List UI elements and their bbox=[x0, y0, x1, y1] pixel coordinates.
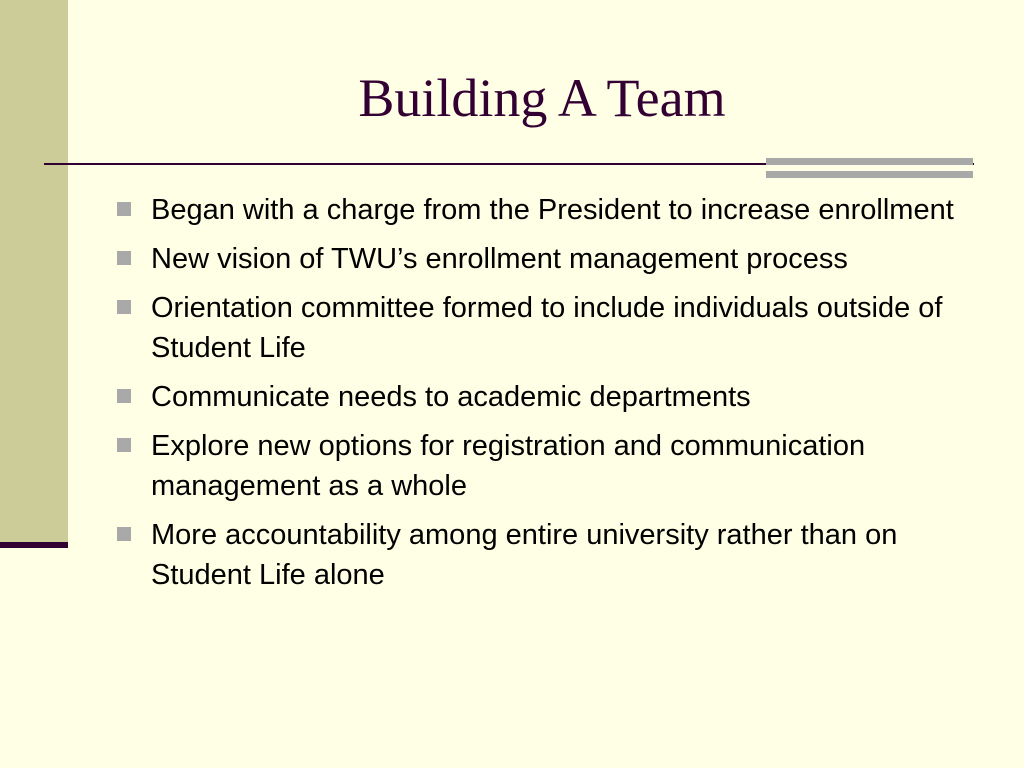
bullet-item bbox=[116, 515, 976, 595]
title-divider-accent bbox=[766, 158, 973, 178]
square-bullet-icon bbox=[117, 527, 131, 541]
bullet-item bbox=[116, 190, 976, 230]
bullet-list bbox=[116, 190, 976, 604]
bullet-item bbox=[116, 377, 976, 417]
square-bullet-icon bbox=[117, 389, 131, 403]
bullet-text: Began with a charge from the President to increase enrollment bbox=[151, 194, 954, 226]
bullet-text: Orientation committee formed to include individuals outside of Student Life bbox=[151, 292, 943, 364]
slide-title: Building A Team bbox=[358, 68, 726, 128]
bullet-text: New vision of TWU’s enrollment management process bbox=[151, 243, 848, 275]
square-bullet-icon bbox=[117, 438, 131, 452]
square-bullet-icon bbox=[117, 251, 131, 265]
bullet-text: More accountability among entire university rather than on Student Life alone bbox=[151, 519, 898, 591]
left-decorative-band bbox=[0, 0, 68, 543]
bullet-item bbox=[116, 239, 976, 279]
divider-accent-bar-top bbox=[766, 158, 973, 165]
bullet-item bbox=[116, 426, 976, 506]
square-bullet-icon bbox=[117, 300, 131, 314]
divider-accent-bar-bottom bbox=[766, 171, 973, 178]
square-bullet-icon bbox=[117, 202, 131, 216]
bullet-text: Communicate needs to academic departments bbox=[151, 381, 751, 413]
bullet-item bbox=[116, 288, 976, 368]
left-band-underline bbox=[0, 542, 68, 548]
bullet-text: Explore new options for registration and communication management as a whole bbox=[151, 430, 866, 502]
